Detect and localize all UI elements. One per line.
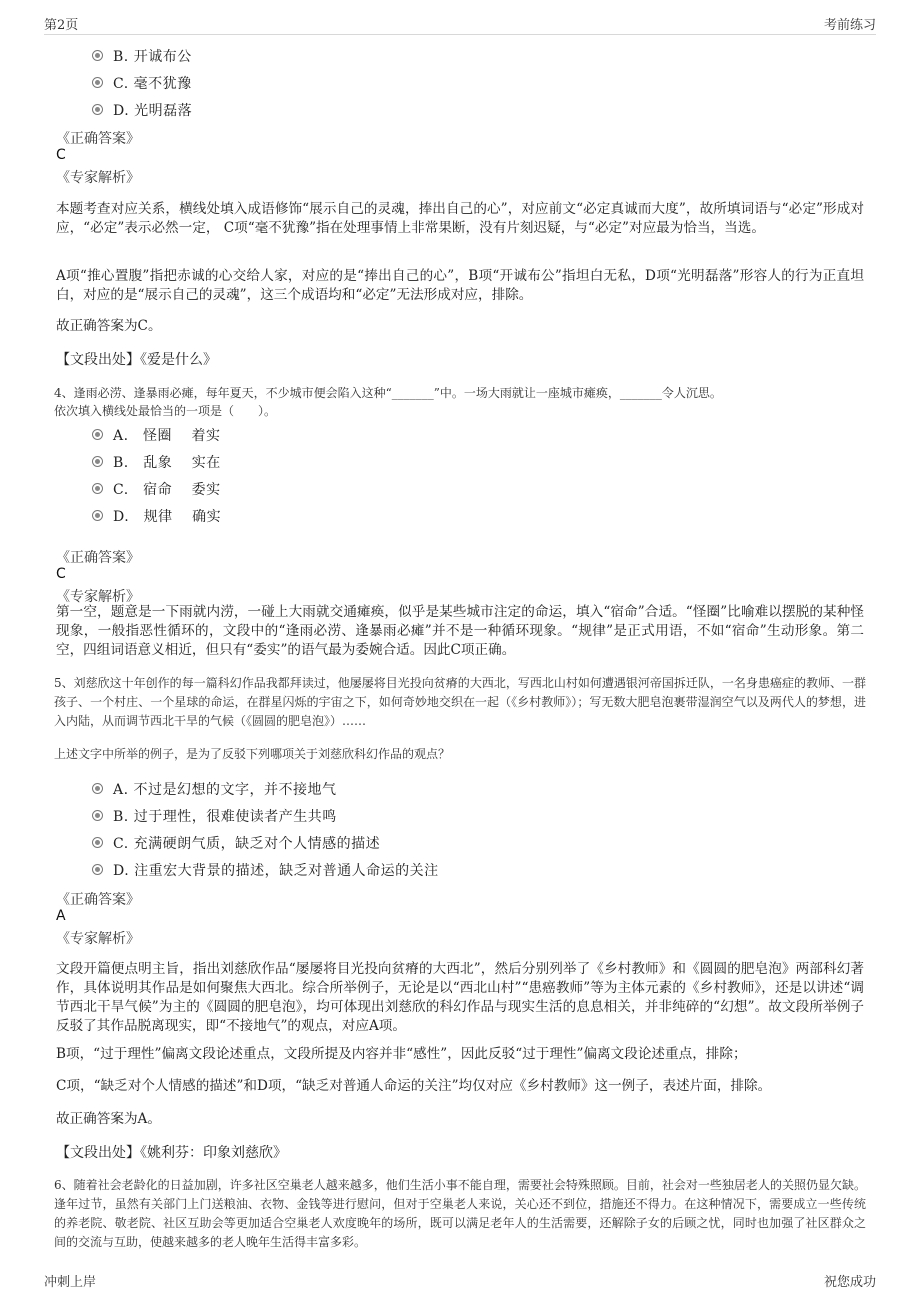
radio-icon[interactable] [92,864,103,875]
q4-analysis-label: 《专家解析》 [56,589,140,605]
option-text: A. 怪圈 着实 [113,428,221,444]
q5-analysis-label: 《专家解析》 [56,931,140,947]
radio-icon[interactable] [92,429,103,440]
q5-analysis-p3: C项，“缺乏对个人情感的描述”和D项，“缺乏对普通人命运的关注”均仅对应《乡村教师》这一例子，表述片面，排除。 [56,1078,772,1094]
option-text: C. 宿命 委实 [113,482,221,498]
page-footer [44,1271,876,1289]
q5-source: 【文段出处】《姚利芬：印象刘慈欣》 [56,1145,287,1161]
option-text: B. 乱象 实在 [113,455,221,471]
option-text: D. 光明磊落 [113,103,193,119]
radio-icon[interactable] [92,77,103,88]
radio-icon[interactable] [92,783,103,794]
option-text: A. 不过是幻想的文字，并不接地气 [113,782,337,798]
option-text: C. 充满硬朗气质，缺乏对个人情感的描述 [113,836,381,852]
option-text: B. 过于理性，很难使读者产生共鸣 [113,809,337,825]
q5-answer: A [56,908,66,924]
q5-prompt: 上述文字中所举的例子，是为了反驳下列哪项关于刘慈欣科幻作品的观点？ [54,747,451,761]
radio-icon[interactable] [92,837,103,848]
radio-icon[interactable] [92,456,103,467]
page-number: 第2页 [44,18,79,33]
q3-analysis-label: 《专家解析》 [56,170,140,186]
q4-analysis: 第一空，题意是一下雨就内涝，一碰上大雨就交通瘫痪，似乎是某些城市注定的命运，填入“宿命”合适。“怪圈”比喻难以摆脱的某种怪现象，一般指恶性循环的，文段中的“逢雨必涝、逢暴雨必瘫”并不是一种循环现象。“规律”是正式用语，不如“宿命”生动形象。第二空，四组词语意义相近，但只有“委实”的语气最为委婉合适。因此C项正确。 [56,604,864,658]
q4-answer-label: 《正确答案》 [56,550,140,566]
q3-source: 【文段出处】《爱是什么》 [56,352,217,368]
radio-icon[interactable] [92,510,103,521]
q4-prompt: 依次填入横线处最恰当的一项是（ ）。 [54,404,277,418]
q3-analysis-p3: 故正确答案为C。 [56,318,162,334]
q3-answer-label: 《正确答案》 [56,131,140,147]
q3-answer: C [56,147,66,163]
footer-left: 冲刺上岸 [44,1275,97,1290]
q3-analysis-p2: A项“推心置腹”指把赤诚的心交给人家，对应的是“捧出自己的心”，B项“开诚布公”指坦白无私，D项“光明磊落”形容人的行为正直坦白，对应的是“展示自己的灵魂”，这三个成语均和“必定”无法形成对应，排除。 [56,268,864,303]
q5-analysis-p1: 文段开篇便点明主旨，指出刘慈欣作品“屡屡将目光投向贫瘠的大西北”，然后分别列举了《乡村教师》和《圆圆的肥皂泡》两部科幻著作，具体说明其作品是如何聚焦大西北。综合所举例子，无论是以“西北山村”“患癌教师”等为主体元素的《乡村教师》，还是以讲述“调节西北干旱气候”为主的《圆圆的肥皂泡》，均可体现出刘慈欣的科幻作品与现实生活的息息相关，并非纯碎的“幻想”。故文段所举例子反驳了其作品脱离现实，即“不接地气”的观点，对应A项。 [56,961,864,1034]
header-title: 考前练习 [823,18,876,33]
option-text: D. 注重宏大背景的描述，缺乏对普通人命运的关注 [113,863,439,879]
footer-right: 祝您成功 [823,1275,876,1290]
q5-answer-label: 《正确答案》 [56,892,140,908]
option-text: D. 规律 确实 [113,509,222,525]
radio-icon[interactable] [92,810,103,821]
radio-icon[interactable] [92,483,103,494]
q5-analysis-p2: B项，“过于理性”偏离文段论述重点，文段所提及内容并非“感性”，因此反驳“过于理性”偏离文段论述重点，排除； [56,1046,747,1062]
page-header [44,14,876,35]
q5-stem: 5、刘慈欣这十年创作的每一篇科幻作品我都拜读过，他屡屡将目光投向贫瘠的大西北，写西北山村如何遭遇银河帝国拆迁队，一名身患癌症的教师、一群孩子、一个村庄、一个星球的命运，在群星闪烁的宇宙之下，如何奇妙地交织在一起（《乡村教师》）；写无数大肥皂泡裹带湿润空气以及两代人的梦想，进入内陆，从而调节西北干旱的气候（《圆圆的肥皂泡》）…… [54,676,866,728]
option-text: C. 毫不犹豫 [113,76,192,92]
q5-analysis-p4: 故正确答案为A。 [56,1111,161,1127]
option-text: B. 开诚布公 [113,49,192,65]
q4-answer: C [56,566,66,582]
q6-stem: 6、随着社会老龄化的日益加剧，许多社区空巢老人越来越多，他们生活小事不能自理，需要社会特殊照顾。目前，社会对一些独居老人的关照仍显欠缺。逢年过节，虽然有关部门上门送粮油、衣物、金钱等进行慰问，但对于空巢老人来说，关心还不到位，措施还不得力。在这种情况下，需要成立一些传统的养老院、敬老院、社区互助会等更加适合空巢老人欢度晚年的场所，既可以满足老年人的生活需要，还解除子女的后顾之忧，同时也加强了社区群众之间的交流与互助，使越来越多的老人晚年生活得丰富多彩。 [54,1178,866,1249]
radio-icon[interactable] [92,50,103,61]
q3-analysis-p1: 本题考查对应关系，横线处填入成语修饰“展示自己的灵魂，捧出自己的心”，对应前文“必定真诚而大度”，故所填词语与“必定”形成对应，“必定”表示必然一定， C项“毫不犹豫”指在处理事情上非常果断，没有片刻迟疑，与“必定”对应最为恰当，当选。 [56,201,864,236]
q4-stem: 4、逢雨必涝、逢暴雨必瘫，每年夏天，不少城市便会陷入这种“_______”中。一场大雨就让一座城市瘫痪，_______令人沉思。 [54,386,722,400]
radio-icon[interactable] [92,104,103,115]
